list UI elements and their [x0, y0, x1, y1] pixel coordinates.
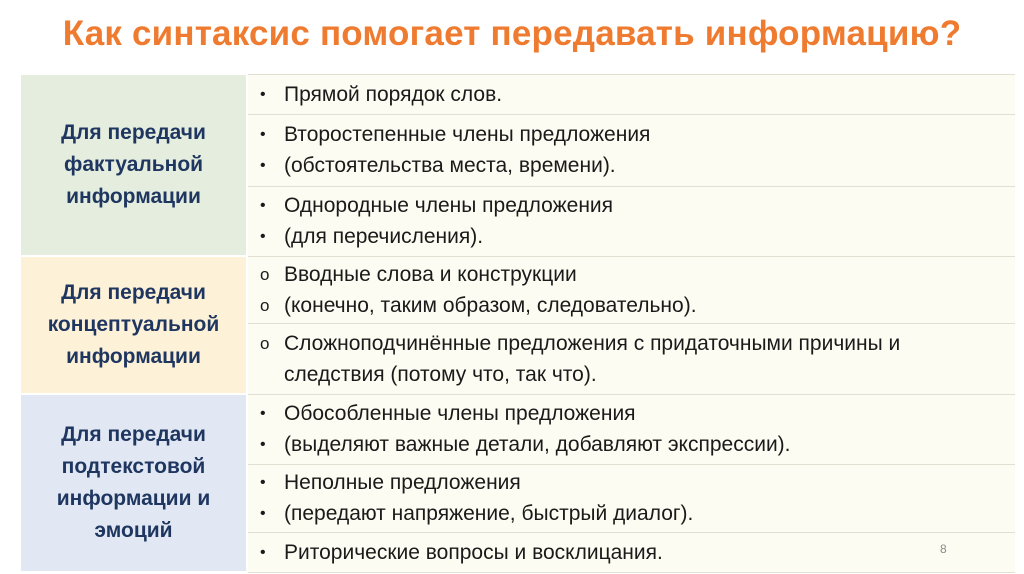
circle-bullet-icon: o — [260, 295, 270, 315]
table-row — [20, 74, 1016, 114]
list-item — [247, 394, 1016, 464]
item-text: (выделяют важные детали, добавляют экспрессии). — [284, 433, 791, 456]
bullet-icon: • — [260, 228, 266, 245]
category-factual — [20, 74, 247, 256]
slide-title: Как синтаксис помогает передавать информацию? — [62, 14, 962, 53]
item-text: (конечно, таким образом, следовательно). — [284, 293, 697, 317]
category-subtext — [20, 394, 247, 572]
list-item — [247, 464, 1016, 532]
list-item — [247, 256, 1016, 323]
list-item — [247, 323, 1016, 394]
list-item — [247, 186, 1016, 256]
bullet-icon: • — [260, 436, 266, 453]
item-text: Однородные члены предложения — [284, 194, 614, 217]
bullet-icon: • — [260, 405, 266, 422]
category-conceptual — [20, 256, 247, 394]
category-label-line: Для передачи — [61, 423, 206, 446]
item-text: Второстепенные члены предложения — [284, 123, 651, 146]
bullet-icon: • — [260, 85, 266, 103]
item-text: Риторические вопросы и восклицания. — [284, 540, 663, 564]
category-label-line: подтекстовой — [61, 455, 206, 478]
category-label-line: информации — [66, 185, 201, 208]
item-text: Неполные предложения — [284, 471, 521, 494]
item-text: Прямой порядок слов. — [284, 82, 503, 106]
bullet-icon: • — [260, 543, 266, 561]
item-text: Сложноподчинённые предложения с придаточными причины и следствия (потому что, так что). — [284, 331, 901, 386]
item-text: (для перечисления). — [284, 225, 484, 248]
page-number: 8 — [940, 542, 947, 556]
category-label-line: концептуальной — [47, 313, 220, 336]
item-text: (передают напряжение, быстрый диалог). — [284, 502, 694, 525]
circle-bullet-icon: o — [260, 264, 270, 284]
list-item — [247, 74, 1016, 114]
table-row — [20, 256, 1016, 323]
syntax-info-table — [19, 73, 1017, 573]
bullet-icon: • — [260, 157, 266, 174]
category-label-line: фактуальной — [63, 153, 204, 176]
item-text: (обстоятельства места, времени). — [284, 154, 616, 177]
bullet-icon: • — [260, 126, 266, 143]
bullet-icon: • — [260, 197, 266, 214]
list-item — [247, 532, 1016, 572]
circle-bullet-icon: o — [260, 333, 270, 353]
category-label-line: информации и — [56, 487, 211, 510]
list-item — [247, 114, 1016, 186]
item-text: Обособленные члены предложения — [284, 402, 636, 425]
table-row — [20, 394, 1016, 464]
bullet-icon: • — [260, 505, 266, 522]
category-label-line: эмоций — [94, 519, 173, 542]
category-label-line: информации — [66, 345, 201, 368]
category-label-line: Для передачи — [61, 121, 206, 144]
item-text: Вводные слова и конструкции — [284, 262, 577, 286]
category-label-line: Для передачи — [61, 281, 206, 304]
bullet-icon: • — [260, 474, 266, 491]
